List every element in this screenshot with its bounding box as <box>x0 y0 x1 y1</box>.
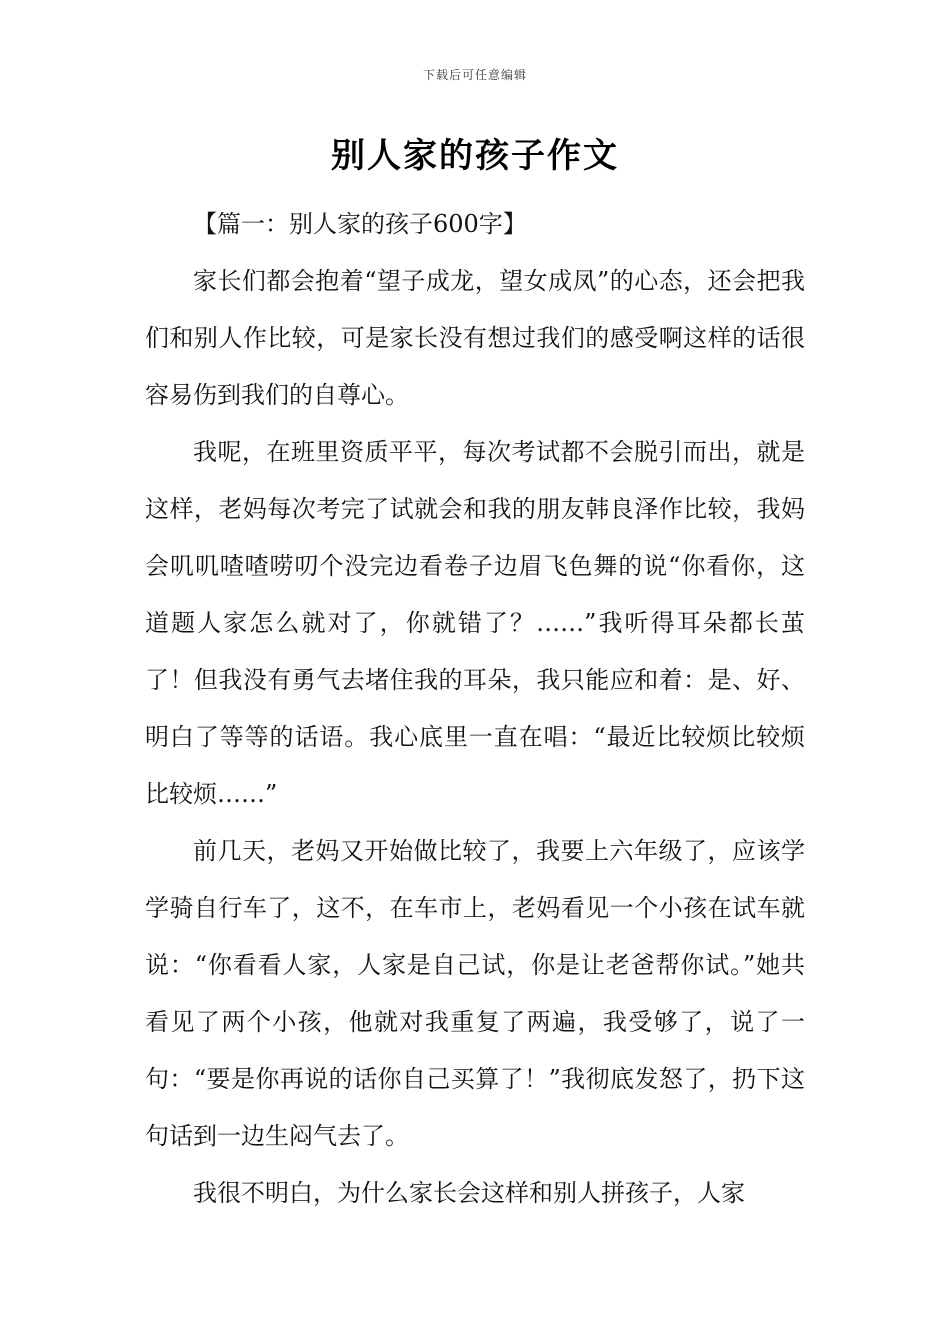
paragraph-1: 家长们都会抱着“望子成龙，望女成凤”的心态，还会把我们和别人作比较，可是家长没有想过我们的感受啊这样的话很容易伤到我们的自尊心。 <box>145 267 805 409</box>
paragraph-4: 我很不明白，为什么家长会这样和别人拼孩子，人家 <box>193 1179 745 1207</box>
header-note: 下载后可任意编辑 <box>422 68 527 82</box>
document-body <box>145 196 805 1222</box>
section-heading: 【篇一：别人家的孩子600字】 <box>193 210 527 238</box>
paragraph-3: 前几天，老妈又开始做比较了，我要上六年级了，应该学学骑自行车了，这不，在车市上，老妈看见一个小孩在试车就说：“你看看人家，人家是自己试，你是让老爸帮你试。”她共看见了两个小孩，他就对我重复了两遍，我受够了，说了一句：“要是你再说的话你自己买算了！”我彻底发怒了，扔下这句话到一边生闷气去了。 <box>145 837 805 1150</box>
paragraph-2: 我呢，在班里资质平平，每次考试都不会脱引而出，就是这样，老妈每次考完了试就会和我的朋友韩良泽作比较，我妈会叽叽喳喳唠叨个没完边看卷子边眉飞色舞的说“你看你，这道题人家怎么就对了，你就错了？……”我听得耳朵都长茧了！但我没有勇气去堵住我的耳朵，我只能应和着：是、好、明白了等等的话语。我心底里一直在唱：“最近比较烦比较烦比较烦……” <box>145 438 805 808</box>
document-title: 别人家的孩子作文 <box>331 136 619 176</box>
